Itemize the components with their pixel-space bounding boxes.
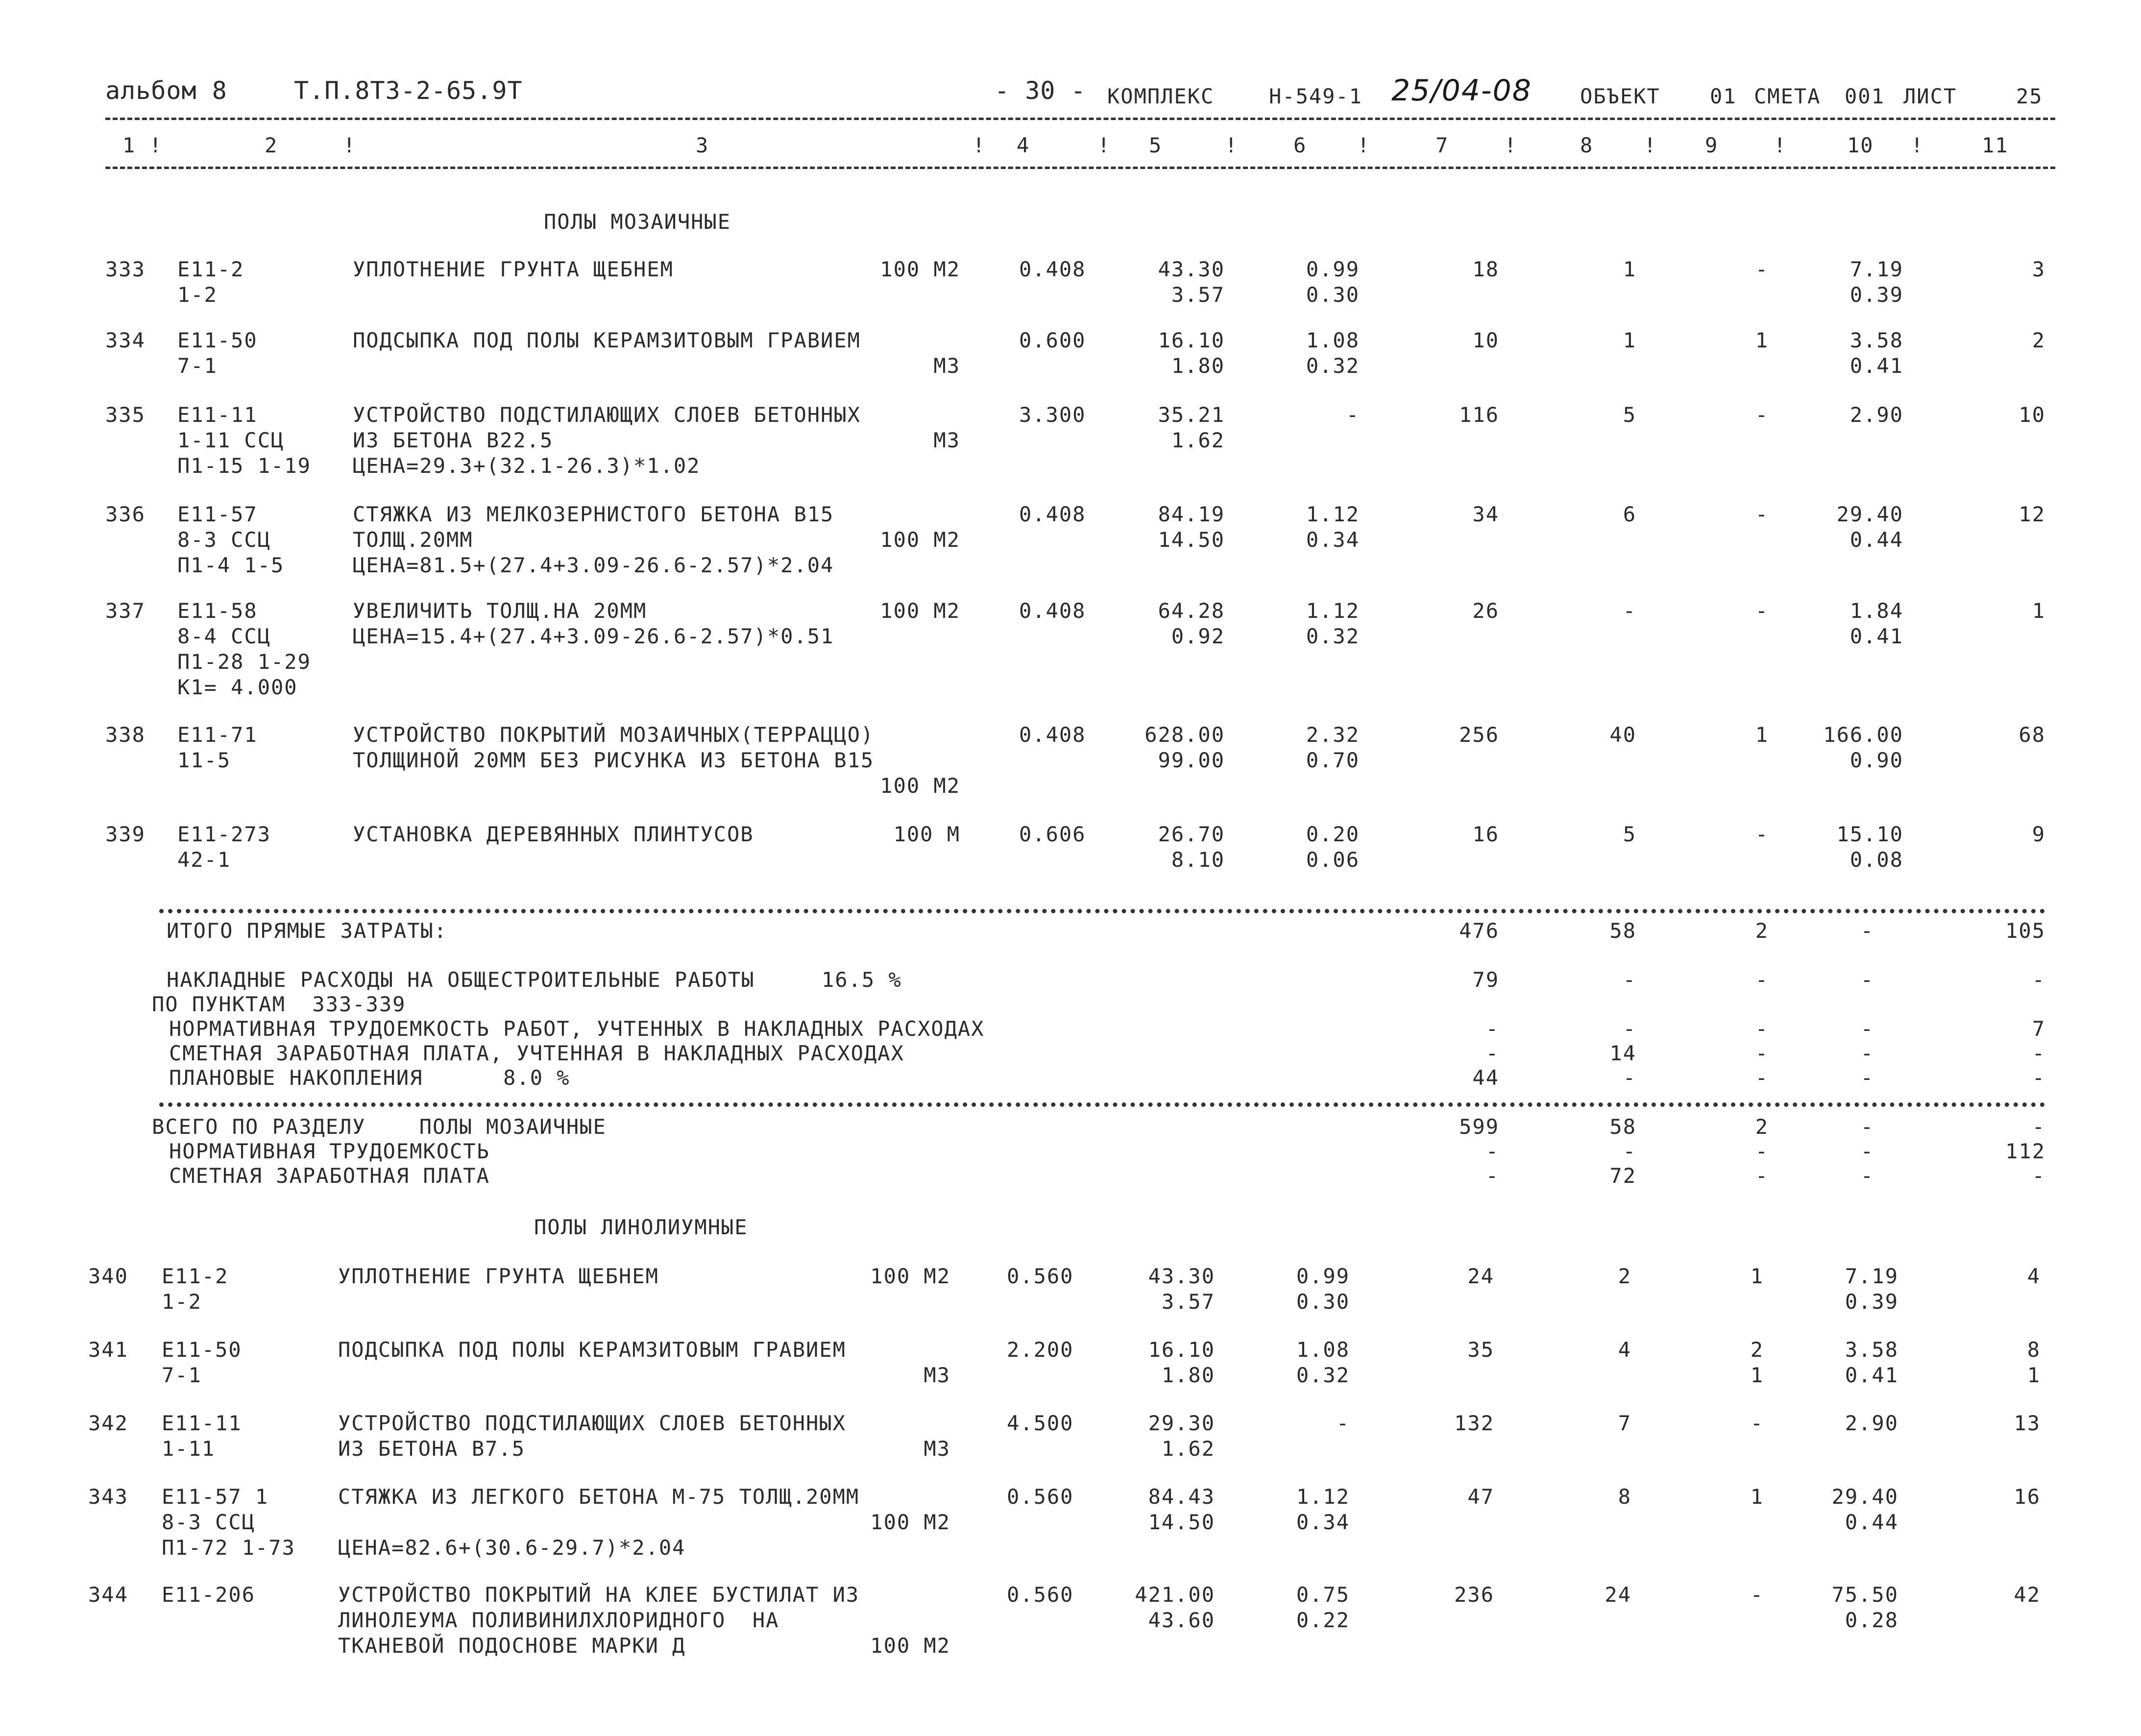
item-col11: 68 bbox=[2019, 723, 2045, 747]
item-total: 18 bbox=[1472, 257, 1499, 281]
column-header-13: 8 bbox=[1580, 133, 1594, 157]
column-header-9: 6 bbox=[1293, 133, 1307, 157]
summary-col10: - bbox=[1860, 1115, 1874, 1139]
summary-col10: - bbox=[1860, 1164, 1874, 1188]
column-header-4: ! bbox=[973, 133, 986, 157]
header-rule-top bbox=[105, 118, 2055, 120]
list-number: 25 bbox=[2016, 84, 2043, 108]
item-code: 7-1 bbox=[177, 354, 218, 378]
item-code: 1-2 bbox=[177, 283, 218, 307]
item-price: 43.30 bbox=[1148, 1264, 1215, 1288]
item-machine-cost: 0.32 bbox=[1306, 354, 1360, 378]
column-header-17: 10 bbox=[1847, 133, 1874, 157]
item-description: ИЗ БЕТОНА В7.5 bbox=[338, 1437, 526, 1461]
item-labor: 0.41 bbox=[1849, 624, 1903, 648]
item-unit: М3 bbox=[924, 1363, 950, 1387]
complex-code: Н-549-1 bbox=[1269, 84, 1363, 108]
item-labor: 75.50 bbox=[1831, 1583, 1898, 1607]
summary-col11: - bbox=[2032, 1066, 2045, 1090]
column-header-18: ! bbox=[1911, 133, 1924, 157]
item-price: 35.21 bbox=[1158, 403, 1225, 427]
summary-wages: - bbox=[1623, 968, 1636, 992]
item-col11-extra: 1 bbox=[2027, 1363, 2041, 1387]
summary-col10: - bbox=[1860, 919, 1874, 943]
item-col11: 9 bbox=[2032, 822, 2045, 846]
item-wages: 4 bbox=[1618, 1338, 1631, 1362]
item-total: 24 bbox=[1467, 1264, 1494, 1288]
section-title-mosaic: ПОЛЫ МОЗАИЧНЫЕ bbox=[544, 210, 731, 234]
item-total: 47 bbox=[1467, 1485, 1494, 1509]
summary-label: НОРМАТИВНАЯ ТРУДОЕМКОСТЬ bbox=[169, 1139, 490, 1163]
item-code: П1-4 1-5 bbox=[177, 553, 285, 577]
item-col11: 12 bbox=[2019, 502, 2045, 526]
item-code: П1-28 1-29 bbox=[177, 650, 311, 674]
header-rule-bottom bbox=[105, 167, 2055, 169]
item-unit: 100 М2 bbox=[880, 599, 960, 623]
summary-wages: 72 bbox=[1609, 1164, 1636, 1188]
item-description: УВЕЛИЧИТЬ ТОЛЩ.НА 20ММ bbox=[353, 599, 647, 623]
item-description: ТОЛЩ.20ММ bbox=[353, 528, 473, 552]
item-labor: 0.41 bbox=[1849, 354, 1903, 378]
column-header-1: 2 bbox=[265, 133, 278, 157]
column-header-16: ! bbox=[1774, 133, 1787, 157]
summary-wages: 58 bbox=[1609, 1115, 1636, 1139]
column-header-2: ! bbox=[343, 133, 357, 157]
item-col9: - bbox=[1755, 822, 1769, 846]
item-labor: 3.58 bbox=[1845, 1338, 1898, 1362]
item-code: 1-11 ССЦ bbox=[177, 428, 285, 452]
item-description: УСТРОЙСТВО ПОКРЫТИЙ НА КЛЕЕ БУСТИЛАТ ИЗ bbox=[338, 1583, 860, 1607]
item-labor: 0.41 bbox=[1845, 1363, 1898, 1387]
item-price: 99.00 bbox=[1158, 748, 1225, 772]
column-header-14: ! bbox=[1644, 133, 1657, 157]
item-col11: 1 bbox=[2032, 599, 2045, 623]
item-code: К1= 4.000 bbox=[177, 675, 298, 699]
list-label: ЛИСТ bbox=[1903, 84, 1957, 108]
item-machine-cost: 0.30 bbox=[1306, 283, 1360, 307]
summary-label: ИТОГО ПРЯМЫЕ ЗАТРАТЫ: bbox=[167, 919, 448, 943]
item-description: ЦЕНА=29.3+(32.1-26.3)*1.02 bbox=[353, 454, 701, 478]
summary-label: ПЛАНОВЫЕ НАКОПЛЕНИЯ 8.0 % bbox=[169, 1066, 570, 1090]
item-machine-cost: 1.12 bbox=[1306, 502, 1360, 526]
item-machine-cost: 0.22 bbox=[1296, 1608, 1350, 1632]
item-code: П1-15 1-19 bbox=[177, 454, 311, 478]
item-quantity: 0.408 bbox=[1019, 723, 1086, 747]
summary-wages: - bbox=[1623, 1139, 1636, 1163]
item-col9: - bbox=[1750, 1411, 1764, 1435]
item-unit: 100 М2 bbox=[880, 257, 960, 281]
item-code: Е11-50 bbox=[177, 328, 258, 352]
item-quantity: 4.500 bbox=[1007, 1411, 1074, 1435]
complex-label: КОМПЛЕКС bbox=[1107, 84, 1215, 108]
summary-wages: - bbox=[1623, 1017, 1636, 1041]
item-description: ЦЕНА=82.6+(30.6-29.7)*2.04 bbox=[338, 1536, 686, 1560]
item-machine-cost: 1.08 bbox=[1296, 1338, 1350, 1362]
item-price: 29.30 bbox=[1148, 1411, 1215, 1435]
item-wages: 5 bbox=[1623, 822, 1636, 846]
item-description: УПЛОТНЕНИЕ ГРУНТА ЩЕБНЕМ bbox=[353, 257, 674, 281]
item-labor: 7.19 bbox=[1849, 257, 1903, 281]
item-code: 1-2 bbox=[162, 1290, 202, 1314]
summary-col9: - bbox=[1755, 968, 1769, 992]
item-price: 421.00 bbox=[1135, 1583, 1215, 1607]
item-price: 84.19 bbox=[1158, 502, 1225, 526]
item-code: Е11-273 bbox=[177, 822, 271, 846]
item-machine-cost: 0.30 bbox=[1296, 1290, 1350, 1314]
item-unit: 100 М2 bbox=[870, 1634, 950, 1658]
summary-wages: - bbox=[1623, 1066, 1636, 1090]
item-wages: 6 bbox=[1623, 502, 1636, 526]
summary-total: 599 bbox=[1459, 1115, 1499, 1139]
item-col9: - bbox=[1755, 403, 1769, 427]
item-labor: 29.40 bbox=[1836, 502, 1903, 526]
summary-col11: - bbox=[2032, 1115, 2045, 1139]
column-header-8: ! bbox=[1225, 133, 1239, 157]
summary-col11: 105 bbox=[2005, 919, 2045, 943]
item-quantity: 2.200 bbox=[1007, 1338, 1074, 1362]
item-col11: 8 bbox=[2027, 1338, 2041, 1362]
item-price: 1.80 bbox=[1171, 354, 1225, 378]
item-description: УСТАНОВКА ДЕРЕВЯННЫХ ПЛИНТУСОВ bbox=[353, 822, 754, 846]
item-price: 8.10 bbox=[1171, 848, 1225, 872]
item-code: 42-1 bbox=[177, 848, 231, 872]
item-description: УСТРОЙСТВО ПОКРЫТИЙ МОЗАИЧНЫХ(ТЕРРАЦЦО) bbox=[353, 723, 875, 747]
item-description: ИЗ БЕТОНА В22.5 bbox=[353, 428, 554, 452]
item-col9: 1 bbox=[1755, 723, 1769, 747]
item-labor: 29.40 bbox=[1831, 1485, 1898, 1509]
item-code: Е11-2 bbox=[177, 257, 244, 281]
item-description: ЛИНОЛЕУМА ПОЛИВИНИЛХЛОРИДНОГО НА bbox=[338, 1608, 779, 1632]
item-labor: 0.39 bbox=[1849, 283, 1903, 307]
object-number: 01 bbox=[1710, 84, 1737, 108]
item-price: 628.00 bbox=[1144, 723, 1225, 747]
dotted-rule-1 bbox=[159, 909, 2045, 913]
item-code: 1-11 bbox=[162, 1437, 216, 1461]
item-labor: 2.90 bbox=[1849, 403, 1903, 427]
summary-col10: - bbox=[1860, 1017, 1874, 1041]
item-wages: 2 bbox=[1618, 1264, 1631, 1288]
item-description: ПОДСЫПКА ПОД ПОЛЫ КЕРАМЗИТОВЫМ ГРАВИЕМ bbox=[338, 1338, 846, 1362]
item-quantity: 3.300 bbox=[1019, 403, 1086, 427]
item-labor: 0.90 bbox=[1849, 748, 1903, 772]
column-header-5: 4 bbox=[1017, 133, 1030, 157]
item-machine-cost: 0.34 bbox=[1306, 528, 1360, 552]
album-label: альбом 8 bbox=[105, 76, 227, 105]
summary-col9: - bbox=[1755, 1066, 1769, 1090]
summary-total: 476 bbox=[1459, 919, 1499, 943]
column-header-10: ! bbox=[1357, 133, 1371, 157]
item-price: 1.62 bbox=[1171, 428, 1225, 452]
summary-col11: 112 bbox=[2005, 1139, 2045, 1163]
summary-total: - bbox=[1485, 1041, 1499, 1065]
column-header-11: 7 bbox=[1435, 133, 1449, 157]
item-unit: М3 bbox=[933, 354, 960, 378]
item-code: 8-4 ССЦ bbox=[177, 624, 271, 648]
item-col11: 42 bbox=[2014, 1583, 2041, 1607]
item-quantity: 0.560 bbox=[1007, 1264, 1074, 1288]
item-unit: 100 М2 bbox=[870, 1510, 950, 1534]
summary-col10: - bbox=[1860, 1066, 1874, 1090]
item-col9: 1 bbox=[1750, 1264, 1764, 1288]
item-col11: 13 bbox=[2014, 1411, 2041, 1435]
item-unit: 100 М2 bbox=[870, 1264, 950, 1288]
item-description: УПЛОТНЕНИЕ ГРУНТА ЩЕБНЕМ bbox=[338, 1264, 659, 1288]
summary-col9: 2 bbox=[1755, 1115, 1769, 1139]
item-number: 341 bbox=[88, 1338, 128, 1362]
summary-col10: - bbox=[1860, 1041, 1874, 1065]
item-price: 1.62 bbox=[1161, 1437, 1215, 1461]
item-quantity: 0.408 bbox=[1019, 257, 1086, 281]
item-total: 34 bbox=[1472, 502, 1499, 526]
item-code: 11-5 bbox=[177, 748, 231, 772]
item-number: 333 bbox=[105, 257, 146, 281]
item-total: 132 bbox=[1454, 1411, 1494, 1435]
item-machine-cost: 0.32 bbox=[1306, 624, 1360, 648]
column-header-12: ! bbox=[1504, 133, 1518, 157]
item-code: Е11-11 bbox=[162, 1411, 242, 1435]
item-number: 336 bbox=[105, 502, 146, 526]
item-wages: 8 bbox=[1618, 1485, 1631, 1509]
item-wages: 7 bbox=[1618, 1411, 1631, 1435]
summary-col9: - bbox=[1755, 1017, 1769, 1041]
column-header-15: 9 bbox=[1705, 133, 1719, 157]
item-price: 14.50 bbox=[1158, 528, 1225, 552]
item-col9: - bbox=[1750, 1583, 1764, 1607]
summary-label: СМЕТНАЯ ЗАРАБОТНАЯ ПЛАТА, УЧТЕННАЯ В НАКЛАДНЫХ РАСХОДАХ bbox=[169, 1041, 904, 1065]
summary-total: 44 bbox=[1472, 1066, 1499, 1090]
item-number: 344 bbox=[88, 1583, 128, 1607]
item-price: 0.92 bbox=[1171, 624, 1225, 648]
item-description: УСТРОЙСТВО ПОДСТИЛАЮЩИХ СЛОЕВ БЕТОННЫХ bbox=[353, 403, 861, 427]
item-total: 256 bbox=[1459, 723, 1499, 747]
summary-col10: - bbox=[1860, 968, 1874, 992]
summary-col11: - bbox=[2032, 968, 2045, 992]
item-machine-cost: 1.12 bbox=[1306, 599, 1360, 623]
item-quantity: 0.600 bbox=[1019, 328, 1086, 352]
item-quantity: 0.408 bbox=[1019, 502, 1086, 526]
item-unit: 100 М bbox=[893, 822, 960, 846]
summary-total: - bbox=[1485, 1139, 1499, 1163]
item-code: Е11-50 bbox=[162, 1338, 242, 1362]
item-col9: - bbox=[1755, 257, 1769, 281]
item-col11: 4 bbox=[2027, 1264, 2041, 1288]
item-code: Е11-11 bbox=[177, 403, 258, 427]
item-code: 7-1 bbox=[162, 1363, 202, 1387]
summary-col9: 2 bbox=[1755, 919, 1769, 943]
item-price: 84.43 bbox=[1148, 1485, 1215, 1509]
page-number: - 30 - bbox=[995, 76, 1086, 105]
item-description: ПОДСЫПКА ПОД ПОЛЫ КЕРАМЗИТОВЫМ ГРАВИЕМ bbox=[353, 328, 861, 352]
item-number: 339 bbox=[105, 822, 146, 846]
item-machine-cost: 0.99 bbox=[1306, 257, 1360, 281]
item-machine-cost: 0.34 bbox=[1296, 1510, 1350, 1534]
item-description: СТЯЖКА ИЗ ЛЕГКОГО БЕТОНА М-75 ТОЛЩ.20ММ bbox=[338, 1485, 860, 1509]
summary-label: СМЕТНАЯ ЗАРАБОТНАЯ ПЛАТА bbox=[169, 1164, 490, 1188]
item-labor: 15.10 bbox=[1836, 822, 1903, 846]
item-total: 116 bbox=[1459, 403, 1499, 427]
item-unit: 100 М2 bbox=[880, 774, 960, 798]
item-number: 340 bbox=[88, 1264, 128, 1288]
summary-total: - bbox=[1485, 1164, 1499, 1188]
item-machine-cost: 1.08 bbox=[1306, 328, 1360, 352]
item-number: 338 bbox=[105, 723, 146, 747]
item-code: Е11-57 bbox=[177, 502, 258, 526]
item-number: 337 bbox=[105, 599, 146, 623]
item-col9: - bbox=[1755, 502, 1769, 526]
column-header-6: ! bbox=[1097, 133, 1111, 157]
smeta-number: 001 bbox=[1845, 84, 1885, 108]
summary-label: НАКЛАДНЫЕ РАСХОДЫ НА ОБЩЕСТРОИТЕЛЬНЫЕ РАБОТЫ 16.5 % bbox=[167, 968, 902, 992]
item-description: ТКАНЕВОЙ ПОДОСНОВЕ МАРКИ Д bbox=[338, 1634, 686, 1658]
item-machine-cost: 1.12 bbox=[1296, 1485, 1350, 1509]
column-header-7: 5 bbox=[1149, 133, 1163, 157]
item-labor: 3.58 bbox=[1849, 328, 1903, 352]
item-wages: 1 bbox=[1623, 257, 1636, 281]
item-quantity: 0.560 bbox=[1007, 1583, 1074, 1607]
item-labor: 0.44 bbox=[1849, 528, 1903, 552]
item-machine-cost: - bbox=[1346, 403, 1360, 427]
item-labor: 7.19 bbox=[1845, 1264, 1898, 1288]
item-quantity: 0.560 bbox=[1007, 1485, 1074, 1509]
item-labor: 0.08 bbox=[1849, 848, 1903, 872]
item-total: 10 bbox=[1472, 328, 1499, 352]
summary-col11: - bbox=[2032, 1041, 2045, 1065]
item-number: 334 bbox=[105, 328, 146, 352]
item-number: 343 bbox=[88, 1485, 128, 1509]
item-price: 3.57 bbox=[1161, 1290, 1215, 1314]
summary-col9: - bbox=[1755, 1139, 1769, 1163]
item-total: 16 bbox=[1472, 822, 1499, 846]
item-price: 43.30 bbox=[1158, 257, 1225, 281]
summary-label: ВСЕГО ПО РАЗДЕЛУ ПОЛЫ МОЗАИЧНЫЕ bbox=[152, 1115, 607, 1139]
summary-col11: 7 bbox=[2032, 1017, 2045, 1041]
summary-label: НОРМАТИВНАЯ ТРУДОЕМКОСТЬ РАБОТ, УЧТЕННЫХ В НАКЛАДНЫХ РАСХОДАХ bbox=[169, 1017, 985, 1041]
item-quantity: 0.606 bbox=[1019, 822, 1086, 846]
item-machine-cost: 0.99 bbox=[1296, 1264, 1350, 1288]
dotted-rule-2 bbox=[159, 1102, 2045, 1107]
item-wages: 24 bbox=[1605, 1583, 1631, 1607]
column-header-0: 1 ! bbox=[122, 133, 163, 157]
item-machine-cost: 0.20 bbox=[1306, 822, 1360, 846]
item-col9: 2 bbox=[1750, 1338, 1764, 1362]
object-label: ОБЪЕКТ bbox=[1580, 84, 1660, 108]
summary-col11: - bbox=[2032, 1164, 2045, 1188]
item-labor: 1.84 bbox=[1849, 599, 1903, 623]
item-col11: 10 bbox=[2019, 403, 2045, 427]
item-labor: 0.28 bbox=[1845, 1608, 1898, 1632]
item-description: УСТРОЙСТВО ПОДСТИЛАЮЩИХ СЛОЕВ БЕТОННЫХ bbox=[338, 1411, 846, 1435]
item-price: 26.70 bbox=[1158, 822, 1225, 846]
summary-total: - bbox=[1485, 1017, 1499, 1041]
item-description: ТОЛЩИНОЙ 20ММ БЕЗ РИСУНКА ИЗ БЕТОНА В15 bbox=[353, 748, 875, 772]
item-code: Е11-71 bbox=[177, 723, 258, 747]
item-description: СТЯЖКА ИЗ МЕЛКОЗЕРНИСТОГО БЕТОНА В15 bbox=[353, 502, 834, 526]
tp-code: Т.П.8Т3-2-65.9Т bbox=[294, 76, 523, 105]
item-total: 26 bbox=[1472, 599, 1499, 623]
item-col9: 1 bbox=[1755, 328, 1769, 352]
item-code: 8-3 ССЦ bbox=[177, 528, 271, 552]
item-machine-cost: - bbox=[1336, 1411, 1350, 1435]
item-col11: 2 bbox=[2032, 328, 2045, 352]
item-number: 335 bbox=[105, 403, 146, 427]
item-wages: 1 bbox=[1623, 328, 1636, 352]
item-total: 236 bbox=[1454, 1583, 1494, 1607]
item-price: 14.50 bbox=[1148, 1510, 1215, 1534]
item-description: ЦЕНА=81.5+(27.4+3.09-26.6-2.57)*2.04 bbox=[353, 553, 834, 577]
item-description: ЦЕНА=15.4+(27.4+3.09-26.6-2.57)*0.51 bbox=[353, 624, 834, 648]
summary-col10: - bbox=[1860, 1139, 1874, 1163]
item-price: 43.60 bbox=[1148, 1608, 1215, 1632]
item-labor: 2.90 bbox=[1845, 1411, 1898, 1435]
summary-total: 79 bbox=[1472, 968, 1499, 992]
item-col11: 16 bbox=[2014, 1485, 2041, 1509]
item-unit: 100 М2 bbox=[880, 528, 960, 552]
section-title-linoleum: ПОЛЫ ЛИНОЛИУМНЫЕ bbox=[534, 1215, 748, 1239]
summary-col9: - bbox=[1755, 1041, 1769, 1065]
item-machine-cost: 2.32 bbox=[1306, 723, 1360, 747]
item-price: 1.80 bbox=[1161, 1363, 1215, 1387]
summary-label: ПО ПУНКТАМ 333-339 bbox=[152, 992, 406, 1016]
item-labor: 0.44 bbox=[1845, 1510, 1898, 1534]
item-machine-cost: 0.32 bbox=[1296, 1363, 1350, 1387]
item-total: 35 bbox=[1467, 1338, 1494, 1362]
column-header-19: 11 bbox=[1982, 133, 2009, 157]
item-price: 3.57 bbox=[1171, 283, 1225, 307]
item-price: 64.28 bbox=[1158, 599, 1225, 623]
item-wages: 40 bbox=[1609, 723, 1636, 747]
item-price: 16.10 bbox=[1148, 1338, 1215, 1362]
item-col9: 1 bbox=[1750, 1485, 1764, 1509]
item-code: Е11-2 bbox=[162, 1264, 229, 1288]
item-machine-cost: 0.06 bbox=[1306, 848, 1360, 872]
item-col9: - bbox=[1755, 599, 1769, 623]
item-labor: 166.00 bbox=[1823, 723, 1903, 747]
item-code: П1-72 1-73 bbox=[162, 1536, 295, 1560]
item-price: 16.10 bbox=[1158, 328, 1225, 352]
item-col11: 3 bbox=[2032, 257, 2045, 281]
summary-wages: 58 bbox=[1609, 919, 1636, 943]
item-code: 8-3 ССЦ bbox=[162, 1510, 256, 1534]
smeta-label: СМЕТА bbox=[1754, 84, 1821, 108]
item-number: 342 bbox=[88, 1411, 128, 1435]
item-quantity: 0.408 bbox=[1019, 599, 1086, 623]
item-machine-cost: 0.70 bbox=[1306, 748, 1360, 772]
summary-wages: 14 bbox=[1609, 1041, 1636, 1065]
item-labor: 0.39 bbox=[1845, 1290, 1898, 1314]
item-code: Е11-57 1 bbox=[162, 1485, 269, 1509]
item-unit: М3 bbox=[933, 428, 960, 452]
summary-col9: - bbox=[1755, 1164, 1769, 1188]
item-code: Е11-206 bbox=[162, 1583, 256, 1607]
item-unit: М3 bbox=[924, 1437, 950, 1461]
handwritten-code: 25/04-08 bbox=[1391, 73, 1532, 108]
column-header-3: 3 bbox=[696, 133, 709, 157]
item-wages: 5 bbox=[1623, 403, 1636, 427]
item-wages: - bbox=[1623, 599, 1636, 623]
item-machine-cost: 0.75 bbox=[1296, 1583, 1350, 1607]
item-code: Е11-58 bbox=[177, 599, 258, 623]
item-col9-extra: 1 bbox=[1750, 1363, 1764, 1387]
